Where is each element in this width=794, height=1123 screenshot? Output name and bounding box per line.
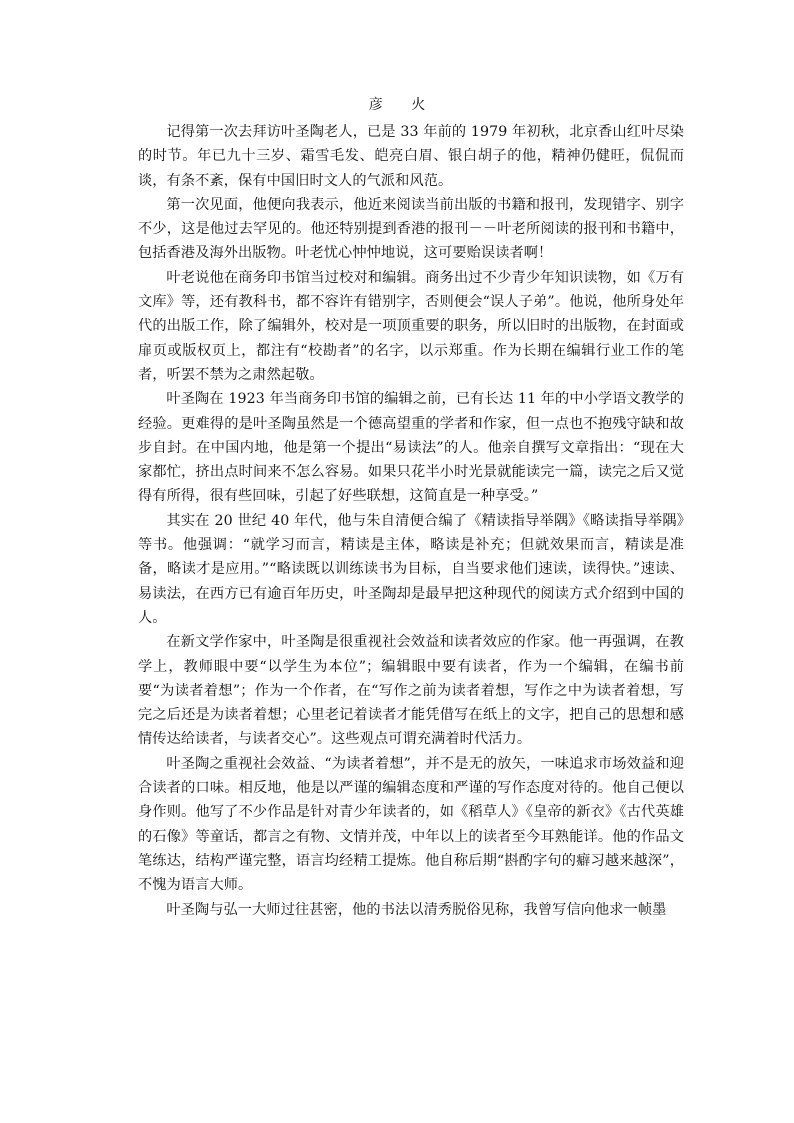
paragraph: 叶圣陶之重视社会效益、“为读者着想”，并不是无的放矢，一味追求市场效益和迎合读者的口味。相反地，他是以严谨的编辑态度和严谨的写作态度对待的。他自己便以身作则。他写了不少作品是针对青少年读者的，如《稻草人》《皇帝的新衣》《古代英雄的石像》等童话，都言之有物、文情并茂，中年以上的读者至今耳熟能详。他的作品文笔练达，结构严谨完整，语言均经精工提炼。他自称后期“斟酌字句的癖习越来越深”，不愧为语言大师。	[138, 755, 684, 894]
paragraph: 其实在 20 世纪 40 年代，他与朱自清便合编了《精读指导举隅》《略读指导举隅》等书。他强调：“就学习而言，精读是主体，略读是补充；但就效果而言，精读是准备，略读才是应用。”“略读既以训练读书为目标，自当要求他们速读，读得快。”速读、易读法，在西方已有逾百年历史，叶圣陶却是最早把这种现代的阅读方式介绍到中国的人。	[138, 512, 684, 626]
paragraph: 在新文学作家中，叶圣陶是很重视社会效益和读者效应的作家。他一再强调，在教学上，教师眼中要“以学生为本位”；编辑眼中要有读者，作为一个编辑，在编书前要“为读者着想”；作为一个作者，在“写作之前为读者着想，写作之中为读者着想，写完之后还是为读者着想；心里老记着读者才能凭借写在纸上的文字，把自己的思想和感情传达给读者，与读者交心”。这些观点可谓充满着时代活力。	[138, 634, 684, 748]
paragraph: 第一次见面，他便向我表示，他近来阅读当前出版的书籍和报刊，发现错字、别字不少，这是他过去罕见的。他还特别提到香港的报刊－－叶老所阅读的报刊和书籍中，包括香港及海外出版物。叶老忧心忡忡地说，这可要贻误读者啊！	[138, 196, 684, 262]
paragraph: 叶圣陶与弘一大师过往甚密，他的书法以清秀脱俗见称，我曾写信向他求一帧墨	[166, 901, 667, 918]
paragraph: 记得第一次去拜访叶圣陶老人，已是 33 年前的 1979 年初秋，北京香山红叶尽染的时节。年已九十三岁、霜雪毛发、皑亮白眉、银白胡子的他，精神仍健旺，侃侃而谈，有条不紊，保有中国旧时文人的气派和风范。	[138, 124, 684, 189]
paragraph: 叶圣陶在 1923 年当商务印书馆的编辑之前，已有长达 11 年的中小学语文教学的经验。更难得的是叶圣陶虽然是一个德高望重的学者和作家，但一点也不抱残守缺和故步自封。在中国内地，他是第一个提出“易读法”的人。他亲自撰写文章指出：“现在大家都忙，挤出点时间来不怎么容易。如果只花半小时光景就能读完一篇，读完之后又觉得有所得，很有些回味，引起了好些联想，这简直是一种享受。”	[138, 391, 684, 505]
article-body	[138, 120, 684, 922]
paragraph: 叶老说他在商务印书馆当过校对和编辑。商务出过不少青少年知识读物，如《万有文库》等，还有教科书，都不容许有错别字，否则便会“误人子弟”。他说，他所身处年代的出版工作，除了编辑外，校对是一项顶重要的职务，所以旧时的出版物，在封面或扉页或版权页上，都注有“校勘者”的名字，以示郑重。作为长期在编辑行业工作的笔者，听罢不禁为之肃然起敬。	[138, 269, 684, 383]
author-name: 彦 火	[368, 97, 438, 113]
